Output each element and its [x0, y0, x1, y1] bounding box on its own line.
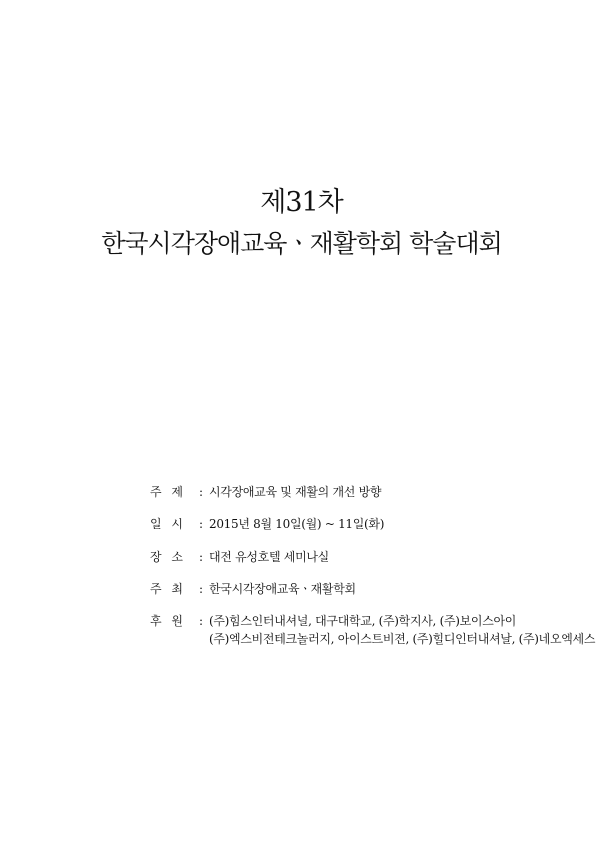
info-colon: :	[199, 614, 204, 628]
info-value-date: 2015년 8월 10일(월) ~ 11일(화)	[209, 517, 385, 531]
conference-edition: 제31차	[260, 187, 343, 218]
info-label-sponsor: 후 원	[150, 614, 183, 628]
info-label-venue: 장 소	[150, 550, 183, 564]
info-value-sponsor-line2: (주)엑스비전테크놀러지, 아이스트비젼, (주)힐디인터내셔날, (주)네오엑세스	[209, 632, 596, 646]
info-colon: :	[199, 485, 204, 499]
info-label-host: 주 최	[150, 582, 183, 596]
conference-title: 한국시각장애교육ㆍ재활학회 학술대회	[101, 229, 502, 258]
info-colon: :	[199, 517, 204, 531]
info-label-date: 일 시	[150, 517, 183, 531]
info-label-theme: 주 제	[150, 485, 183, 499]
info-colon: :	[199, 550, 204, 564]
info-value-venue: 대전 유성호텔 세미나실	[209, 550, 329, 564]
info-value-theme: 시각장애교육 및 재활의 개선 방향	[209, 485, 382, 499]
info-value-host: 한국시각장애교육ㆍ재활학회	[209, 582, 356, 596]
info-colon: :	[199, 582, 204, 596]
info-value-sponsor-line1: (주)힘스인터내셔널, 대구대학교, (주)학지사, (주)보이스아이	[209, 614, 517, 628]
